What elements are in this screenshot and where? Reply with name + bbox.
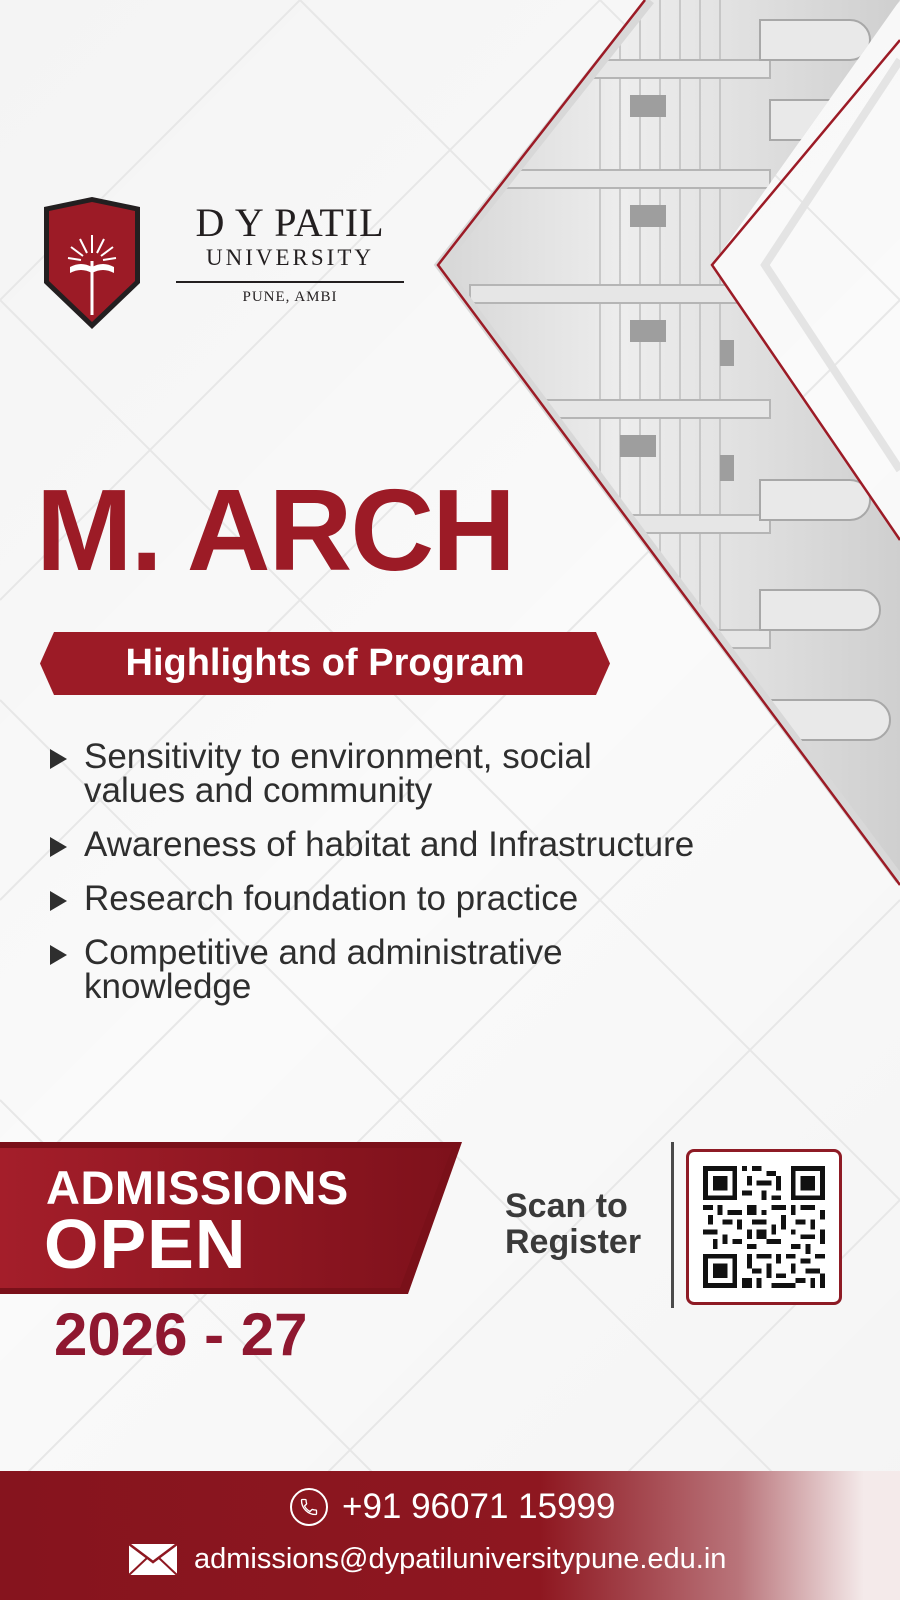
admission-year: 2026 - 27 [54, 1301, 308, 1368]
qr-code[interactable] [686, 1149, 842, 1305]
scan-line2: Register [505, 1223, 642, 1261]
qr-code-icon [703, 1166, 825, 1288]
list-item-text: Research foundation to practice [84, 879, 579, 918]
phone-row[interactable] [290, 1487, 615, 1527]
email-address[interactable]: admissions@dypatiluniversitypune.edu.in [194, 1542, 727, 1575]
university-location: PUNE, AMBI [242, 288, 338, 305]
bullet-triangle-icon [50, 749, 67, 769]
list-item-text: Competitive and administrative knowledge [84, 933, 563, 1006]
university-logo [40, 195, 410, 335]
university-name-line2: UNIVERSITY [206, 245, 374, 270]
list-item-text: Awareness of habitat and Infrastructure [84, 825, 695, 864]
phone-icon [290, 1488, 328, 1526]
bullet-triangle-icon [50, 945, 67, 965]
shield-logo-icon [40, 195, 144, 331]
admissions-line2: OPEN [44, 1205, 247, 1283]
scan-line1: Scan to [505, 1187, 628, 1225]
bullet-triangle-icon [50, 837, 67, 857]
list-item [48, 737, 698, 810]
highlights-heading: Highlights of Program [125, 642, 525, 684]
program-title: M. ARCH [36, 465, 514, 595]
university-name [170, 201, 410, 306]
contact-footer [0, 1471, 900, 1600]
scan-to-register [505, 1188, 641, 1260]
list-item-text: Sensitivity to environment, social values and community [84, 737, 592, 810]
mail-icon [128, 1543, 178, 1576]
bullet-triangle-icon [50, 891, 67, 911]
admissions-banner [0, 1142, 465, 1294]
list-item [48, 879, 698, 918]
list-item [48, 933, 698, 1006]
phone-number[interactable]: +91 96071 15999 [342, 1487, 616, 1526]
highlights-list [48, 737, 698, 1024]
vertical-divider [671, 1142, 674, 1308]
list-item [48, 825, 698, 864]
email-row[interactable] [128, 1539, 726, 1579]
highlights-banner [40, 632, 610, 695]
university-name-line1: D Y PATIL [195, 200, 385, 245]
logo-divider [176, 281, 404, 283]
admissions-line1: ADMISSIONS [46, 1161, 349, 1214]
